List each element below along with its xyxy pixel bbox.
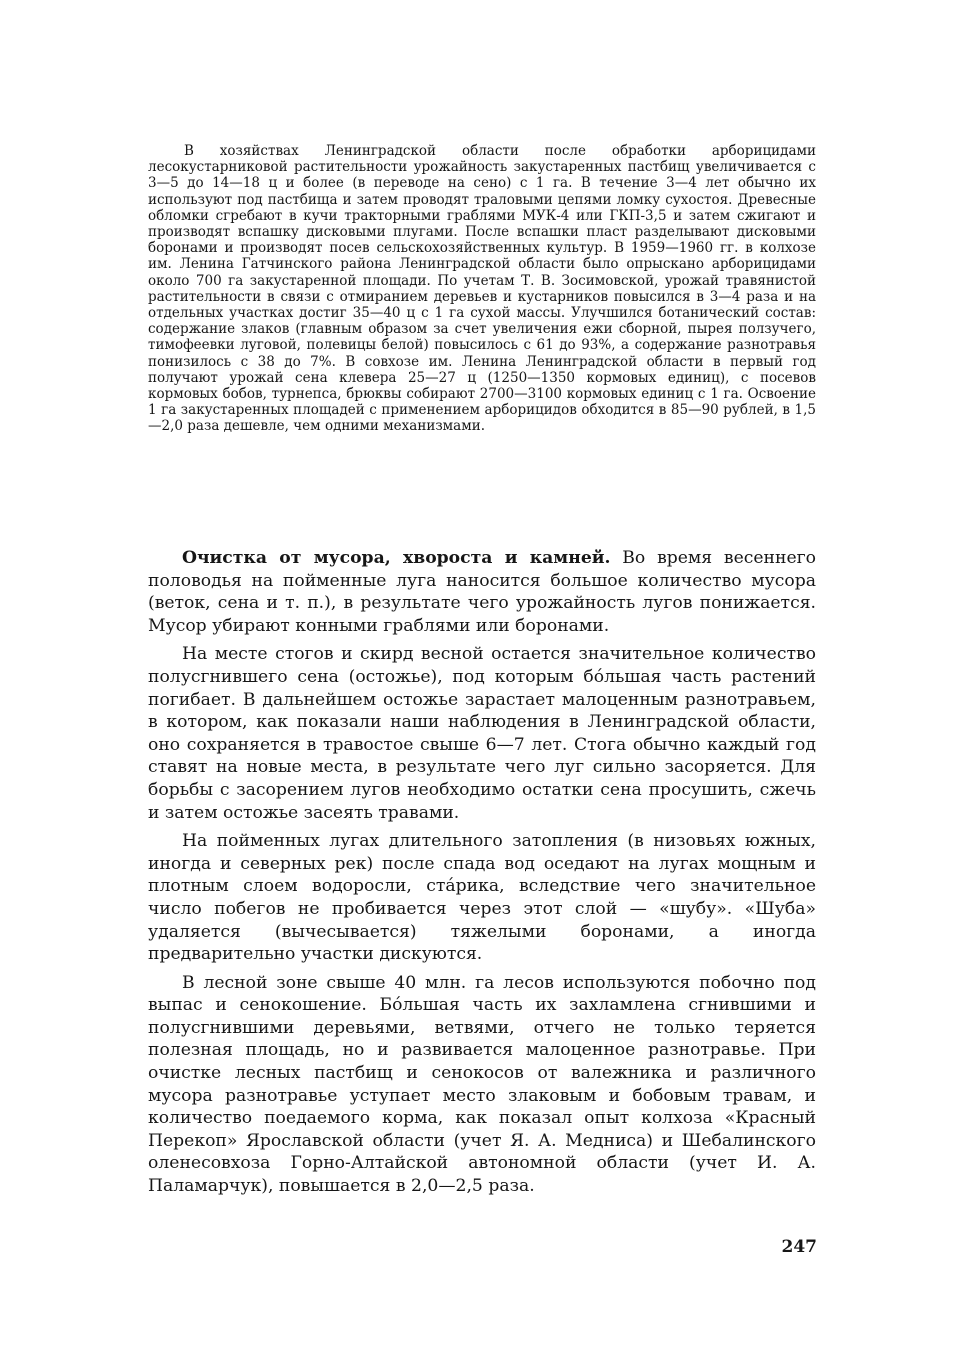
paragraph-haystack-sites: На месте стогов и скирд весной остается значительное количество полусгнившего сена (остожье), под которым бóльшая часть растений погибает. В дальнейшем остожье зарастает малоценным разнотравьем, в котором, как показали наши наблюдения в Ленинградской области, оно сохраняется в травостое свыше 6—7 лет. Стога обычно каждый год ставят на новые места, в результате чего луг сильно засоряется. Для борьбы с засорением лугов необходимо остатки сена просушить, сжечь и затем остожье засеять травами. [148, 644, 816, 823]
page-number: 247 [781, 1237, 817, 1257]
paragraph-debris-text: Во время весеннего половодья на пойменные луга наносится большое количество мусора (веток, сена и т. п.), в результате чего урожайность лугов понижается. Мусор убирают конными граблями или боронами. [148, 548, 816, 636]
main-text [148, 547, 816, 1204]
small-print-paragraph: В хозяйствах Ленинградской области после обработки арборицидами лесокустарниковой растительности урожайность закустаренных пастбищ увеличивается с 3—5 до 14—18 ц и более (в переводе на сено) с 1 га. В течение 3—4 лет обычно их используют под пастбища и затем проводят траловыми цепями ломку сухостоя. Древесные обломки сгребают в кучи тракторными граблями МУК-4 или ГКП-3,5 и затем сжигают и производят вспашку дисковыми плугами. После вспашки пласт разделывают дисковыми боронами и производят посев сельскохозяйственных культур. В 1959—1960 гг. в колхозе им. Ленина Гатчинского района Ленинградской области было опрыскано арборицидами около 700 га закустаренной площади. По учетам Т. В. Зосимовской, урожай травянистой растительности в связи с отмиранием деревьев и кустарников повысился в 3—4 раза и на отдельных участках достиг 35—40 ц с 1 га сухой массы. Улучшился ботанический состав: содержание злаков (главным образом за счет увеличения ежи сборной, пырея ползучего, тимофеевки луговой, полевицы белой) повысилось с 61 до 93%, а содержание разнотравья понизилось с 38 до 7%. В совхозе им. Ленина Ленинградской области в первый год получают урожай сена клевера 25—27 ц (1250—1350 кормовых единиц), с посевов кормовых бобов, турнепса, брюквы собирают 2700—3100 кормовых единиц с 1 га. Освоение 1 га закустаренных площадей с применением арборицидов обходится в 85—90 рублей, в 1,5—2,0 раза дешевле, чем одними механизмами. [148, 143, 816, 435]
paragraph-debris-removal [148, 547, 816, 637]
paragraph-forest-pastures: В лесной зоне свыше 40 млн. га лесов используются побочно под выпас и сенокошение. Бóльшая часть их захламлена сгнившими и полусгнившими деревьями, ветвями, отчего не только теряется полезная площадь, но и развивается малоценное разнотравье. При очистке лесных пастбищ и сенокосов от валежника и различного мусора разнотравье уступает место злаковым и бобовым травам, и количество поедаемого корма, как показал опыт колхоза «Красный Перекоп» Ярославской области (учет Я. А. Медниса) и Шебалинского оленесовхоза Горно-Алтайской автономной области (учет И. А. Паламарчук), повышается в 2,0—2,5 раза. [148, 972, 816, 1197]
section-run-in-heading: Очистка от мусора, хвороста и камней. [182, 548, 611, 568]
paragraph-floodplain-algae: На пойменных лугах длительного затопления (в низовьях южных, иногда и северных рек) после спада вод оседают на лугах мощным и плотным слоем водоросли, стáрика, вследствие чего значительное число побегов не пробивается через этот слой — «шубу». «Шуба» удаляется (вычесывается) тяжелыми боронами, а иногда предварительно участки дискуются. [148, 831, 816, 965]
